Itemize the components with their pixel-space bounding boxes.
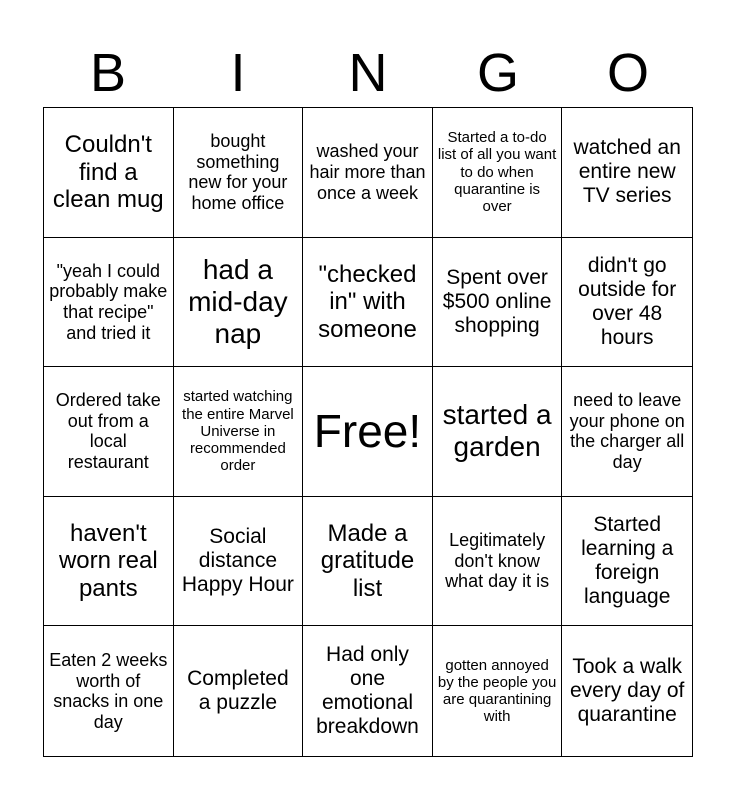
cell-text: Had only one emotional breakdown (316, 642, 419, 739)
cell-text: Social distance Happy Hour (181, 524, 294, 597)
cell-text: started a garden (442, 399, 552, 463)
cell-text: Couldn't find a clean mug (52, 130, 164, 214)
header-letter-i: I (230, 43, 246, 103)
bingo-cell[interactable] (44, 238, 174, 368)
bingo-cell[interactable] (433, 108, 563, 238)
bingo-header (43, 40, 693, 106)
cell-text: haven't worn real pants (58, 519, 158, 602)
cell-text: Legitimately don't know what day it is (445, 530, 550, 592)
bingo-cell[interactable] (174, 626, 304, 756)
bingo-cell[interactable] (303, 626, 433, 756)
cell-text: Started a to-do list of all you want to do when quarantine is over (437, 129, 557, 216)
bingo-cell[interactable] (44, 367, 174, 497)
bingo-cell[interactable] (174, 497, 304, 627)
cell-text: Took a walk every day of quarantine (569, 654, 685, 727)
bingo-cell[interactable] (562, 626, 692, 756)
cell-text: watched an entire new TV series (573, 136, 681, 208)
bingo-cell[interactable] (44, 626, 174, 756)
header-letter-b: B (89, 43, 127, 103)
cell-text: Started learning a foreign language (581, 512, 674, 609)
cell-text: Ordered take out from a local restaurant (55, 390, 161, 473)
cell-text: Completed a puzzle (187, 667, 289, 715)
free-space-cell[interactable] (303, 367, 433, 497)
cell-text: washed your hair more than once a week (309, 141, 426, 203)
cell-text: "yeah I could probably make that recipe" and tried it (49, 260, 168, 343)
bingo-cell[interactable] (433, 626, 563, 756)
cell-text: Eaten 2 weeks worth of snacks in one day (49, 649, 168, 732)
bingo-cell[interactable] (44, 108, 174, 238)
cell-text: "checked in" with someone (318, 260, 417, 343)
cell-text: Spent over $500 online shopping (442, 265, 552, 337)
header-letter-o: O (606, 43, 649, 103)
cell-text: Free! (313, 405, 422, 458)
bingo-cell[interactable] (303, 238, 433, 368)
cell-text: need to leave your phone on the charger all day (569, 390, 685, 473)
bingo-cell[interactable] (44, 497, 174, 627)
bingo-cell[interactable] (174, 238, 304, 368)
cell-text: started watching the entire Marvel Universe in recommended order (182, 388, 294, 475)
bingo-cell[interactable] (433, 238, 563, 368)
bingo-cell[interactable] (303, 108, 433, 238)
bingo-cell[interactable] (562, 108, 692, 238)
header-letter-n: N (348, 43, 388, 103)
cell-text: Made a gratitude list (320, 519, 415, 602)
bingo-cell[interactable] (174, 367, 304, 497)
cell-text: had a mid-day nap (188, 253, 288, 349)
bingo-cell[interactable] (562, 497, 692, 627)
bingo-cell[interactable] (303, 497, 433, 627)
bingo-cell[interactable] (174, 108, 304, 238)
cell-text: didn't go outside for over 48 hours (578, 253, 677, 350)
bingo-cell[interactable] (562, 238, 692, 368)
cell-text: gotten annoyed by the people you are quarantining with (437, 656, 557, 726)
cell-text: bought something new for your home office (188, 130, 288, 213)
bingo-grid (43, 107, 693, 757)
bingo-cell[interactable] (433, 497, 563, 627)
bingo-cell[interactable] (433, 367, 563, 497)
header-letter-g: G (476, 43, 519, 103)
bingo-cell[interactable] (562, 367, 692, 497)
